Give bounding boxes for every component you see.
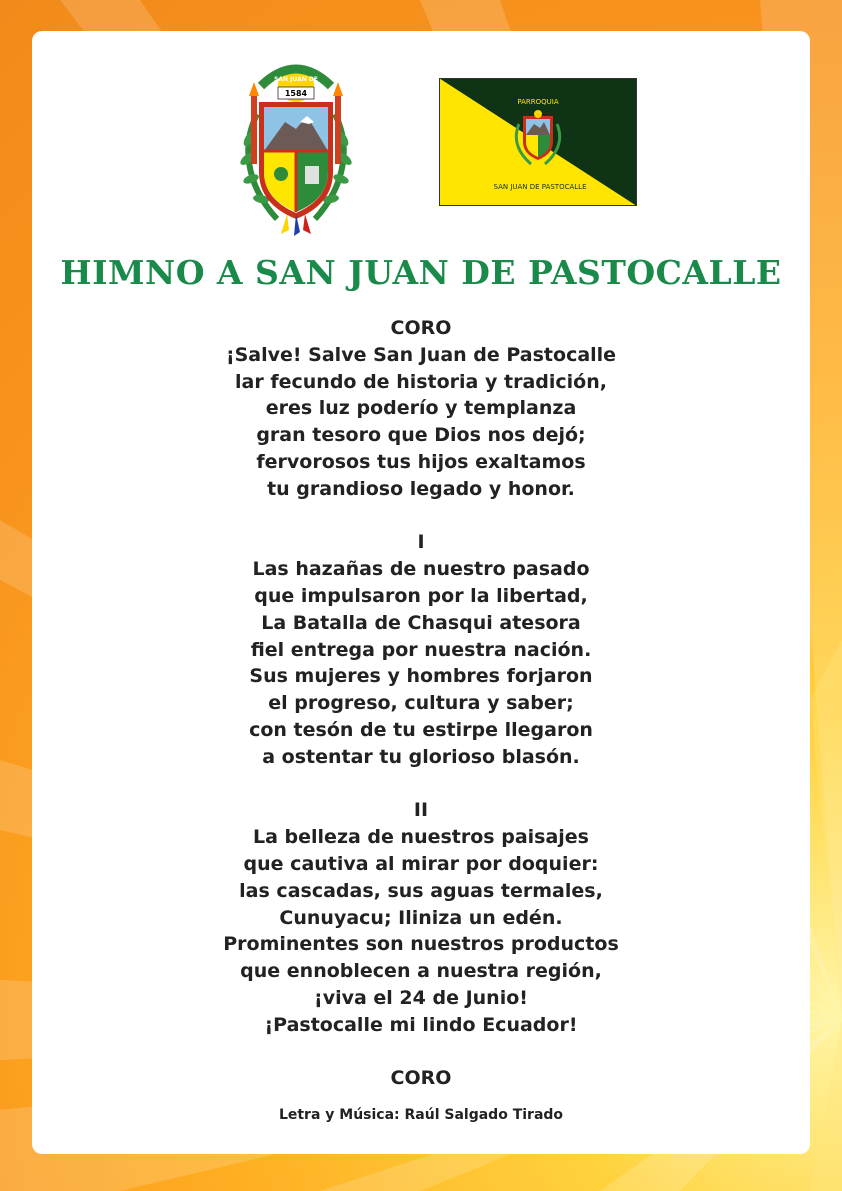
lyric-line: fervorosos tus hijos exaltamos — [256, 450, 586, 473]
lyric-line: que impulsaron por la libertad, — [254, 584, 588, 607]
lyric-line: con tesón de tu estirpe llegaron — [249, 718, 593, 741]
lyric-line: Las hazañas de nuestro pasado — [252, 558, 590, 581]
lyric-line: a ostentar tu glorioso blasón. — [262, 745, 580, 768]
svg-text:SAN JUAN DE: SAN JUAN DE — [274, 76, 318, 83]
stanza-heading: I — [417, 531, 425, 554]
lyric-line: ¡Salve! Salve San Juan de Pastocalle — [225, 343, 617, 366]
lyric-line: tu grandioso legado y honor. — [267, 477, 575, 500]
stanza-i — [32, 529, 810, 770]
lyric-line: ¡Pastocalle mi lindo Ecuador! — [264, 1013, 578, 1036]
stanza-heading: II — [413, 799, 429, 822]
lyric-line: que cautiva al mirar por doquier: — [243, 852, 599, 875]
lyric-line: Prominentes son nuestros productos — [223, 933, 619, 956]
page-title: HIMNO A SAN JUAN DE PASTOCALLE — [60, 253, 782, 292]
svg-text:1584: 1584 — [284, 89, 308, 98]
stanza-ii — [32, 797, 810, 1038]
stanza-heading: CORO — [390, 317, 452, 339]
lyric-line: lar fecundo de historia y tradición, — [235, 370, 607, 393]
lyrics — [32, 315, 810, 1119]
lyric-line: ¡viva el 24 de Junio! — [314, 986, 528, 1009]
flag-top-text: PARROQUIA — [517, 98, 559, 106]
stanza-heading: CORO — [390, 1067, 452, 1090]
lyric-line: La belleza de nuestros paisajes — [253, 826, 589, 849]
stanza-coro-repeat — [32, 1065, 810, 1092]
lyric-line: Cunuyacu; Iliniza un edén. — [279, 906, 563, 929]
lyric-line: gran tesoro que Dios nos dejó; — [256, 424, 586, 447]
lyric-line: el progreso, cultura y saber; — [268, 692, 574, 715]
stanza-coro — [32, 315, 810, 503]
lyric-line: las cascadas, sus aguas termales, — [239, 879, 603, 902]
lyric-line: Sus mujeres y hombres forjaron — [249, 665, 593, 688]
lyric-line: fiel entrega por nuestra nación. — [250, 638, 592, 661]
coat-of-arms-icon — [237, 54, 355, 236]
lyric-line: que ennoblecen a nuestra región, — [240, 960, 602, 983]
lyric-line: La Batalla de Chasqui atesora — [261, 611, 581, 634]
flag-bottom-text: SAN JUAN DE PASTOCALLE — [493, 183, 587, 191]
credits: Letra y Música: Raúl Salgado Tirado — [278, 1107, 564, 1123]
anthem-card — [32, 31, 810, 1154]
lyric-line: eres luz poderío y templanza — [265, 397, 577, 420]
parish-flag — [439, 78, 637, 206]
